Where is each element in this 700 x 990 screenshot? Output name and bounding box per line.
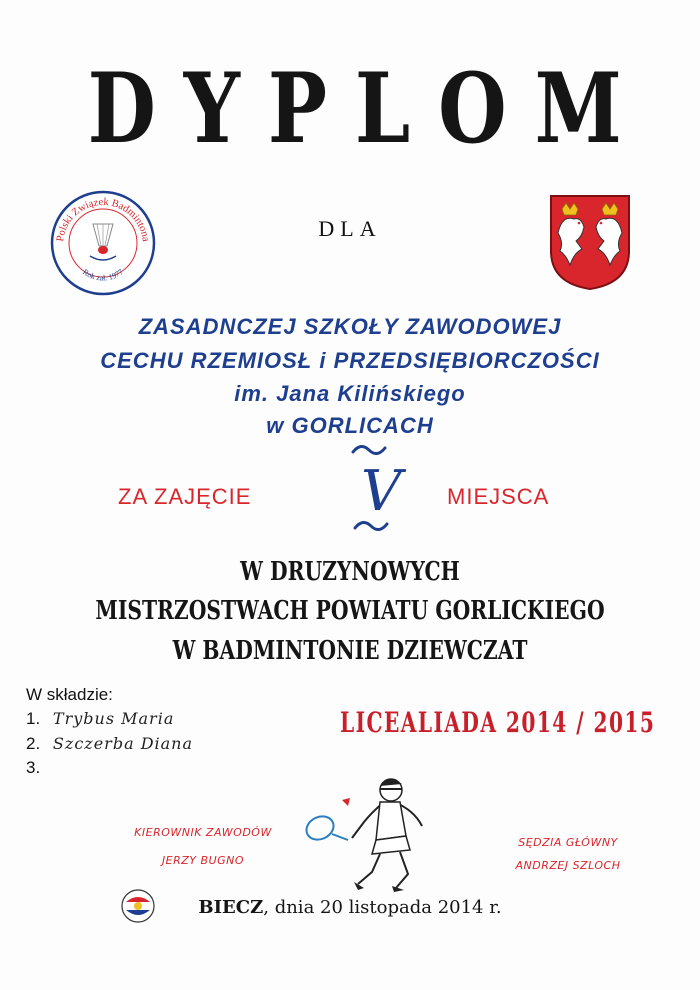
- competition-line-2: MISTRZOSTWACH POWIATU GORLICKIEGO: [95, 596, 605, 626]
- team-member-number: 3.: [26, 758, 41, 777]
- official-left-name: JERZY BUGNO: [161, 854, 245, 867]
- team-member-number: 1.: [26, 709, 41, 728]
- award-place: [325, 440, 435, 540]
- school-line-4: w GORLICACH: [266, 413, 434, 438]
- award-place-numeral: V: [361, 459, 402, 524]
- diploma-title: DYPLOM: [87, 52, 650, 165]
- school-line-3: im. Jana Kilińskiego: [234, 381, 466, 406]
- team-member-name: Trybus Maria: [52, 709, 175, 728]
- team-member-2: [26, 734, 193, 754]
- official-left-title: KIEROWNIK ZAWODÓW: [134, 826, 272, 839]
- badminton-federation-logo: [50, 190, 156, 296]
- footer-date-line: [0, 897, 700, 918]
- school-line-2: CECHU RZEMIOSŁ i PRZEDSIĘBIORCZOŚCI: [100, 348, 600, 373]
- event-title: LICEALIADA 2014 / 2015: [340, 706, 656, 739]
- official-right-name: ANDRZEJ SZLOCH: [515, 859, 621, 872]
- coat-of-arms-icon: [548, 193, 632, 291]
- badminton-player-icon: [296, 762, 446, 892]
- award-prefix: ZA ZAJĘCIE: [118, 484, 252, 509]
- team-member-number: 2.: [26, 734, 41, 753]
- competition-line-1: W DRUZYNOWYCH: [240, 557, 460, 587]
- dla-label: DLA: [318, 216, 382, 241]
- team-label: W składzie:: [26, 685, 113, 704]
- award-suffix: MIEJSCA: [447, 484, 550, 509]
- team-member-3: [26, 758, 48, 778]
- school-line-1: ZASADNCZEJ SZKOŁY ZAWODOWEJ: [138, 314, 562, 339]
- logo-name-text: Polski Związek Badmintona: [55, 196, 151, 243]
- footer-place: BIECZ: [198, 897, 264, 918]
- official-right-title: SĘDZIA GŁÓWNY: [518, 836, 618, 849]
- footer-date: , dnia 20 listopada 2014 r.: [263, 897, 502, 918]
- logo-year-text: Rok zał. 1977: [81, 267, 125, 283]
- team-member-1: [26, 709, 174, 729]
- team-member-name: Szczerba Diana: [52, 734, 194, 753]
- competition-line-3: W BADMINTONIE DZIEWCZAT: [172, 636, 528, 666]
